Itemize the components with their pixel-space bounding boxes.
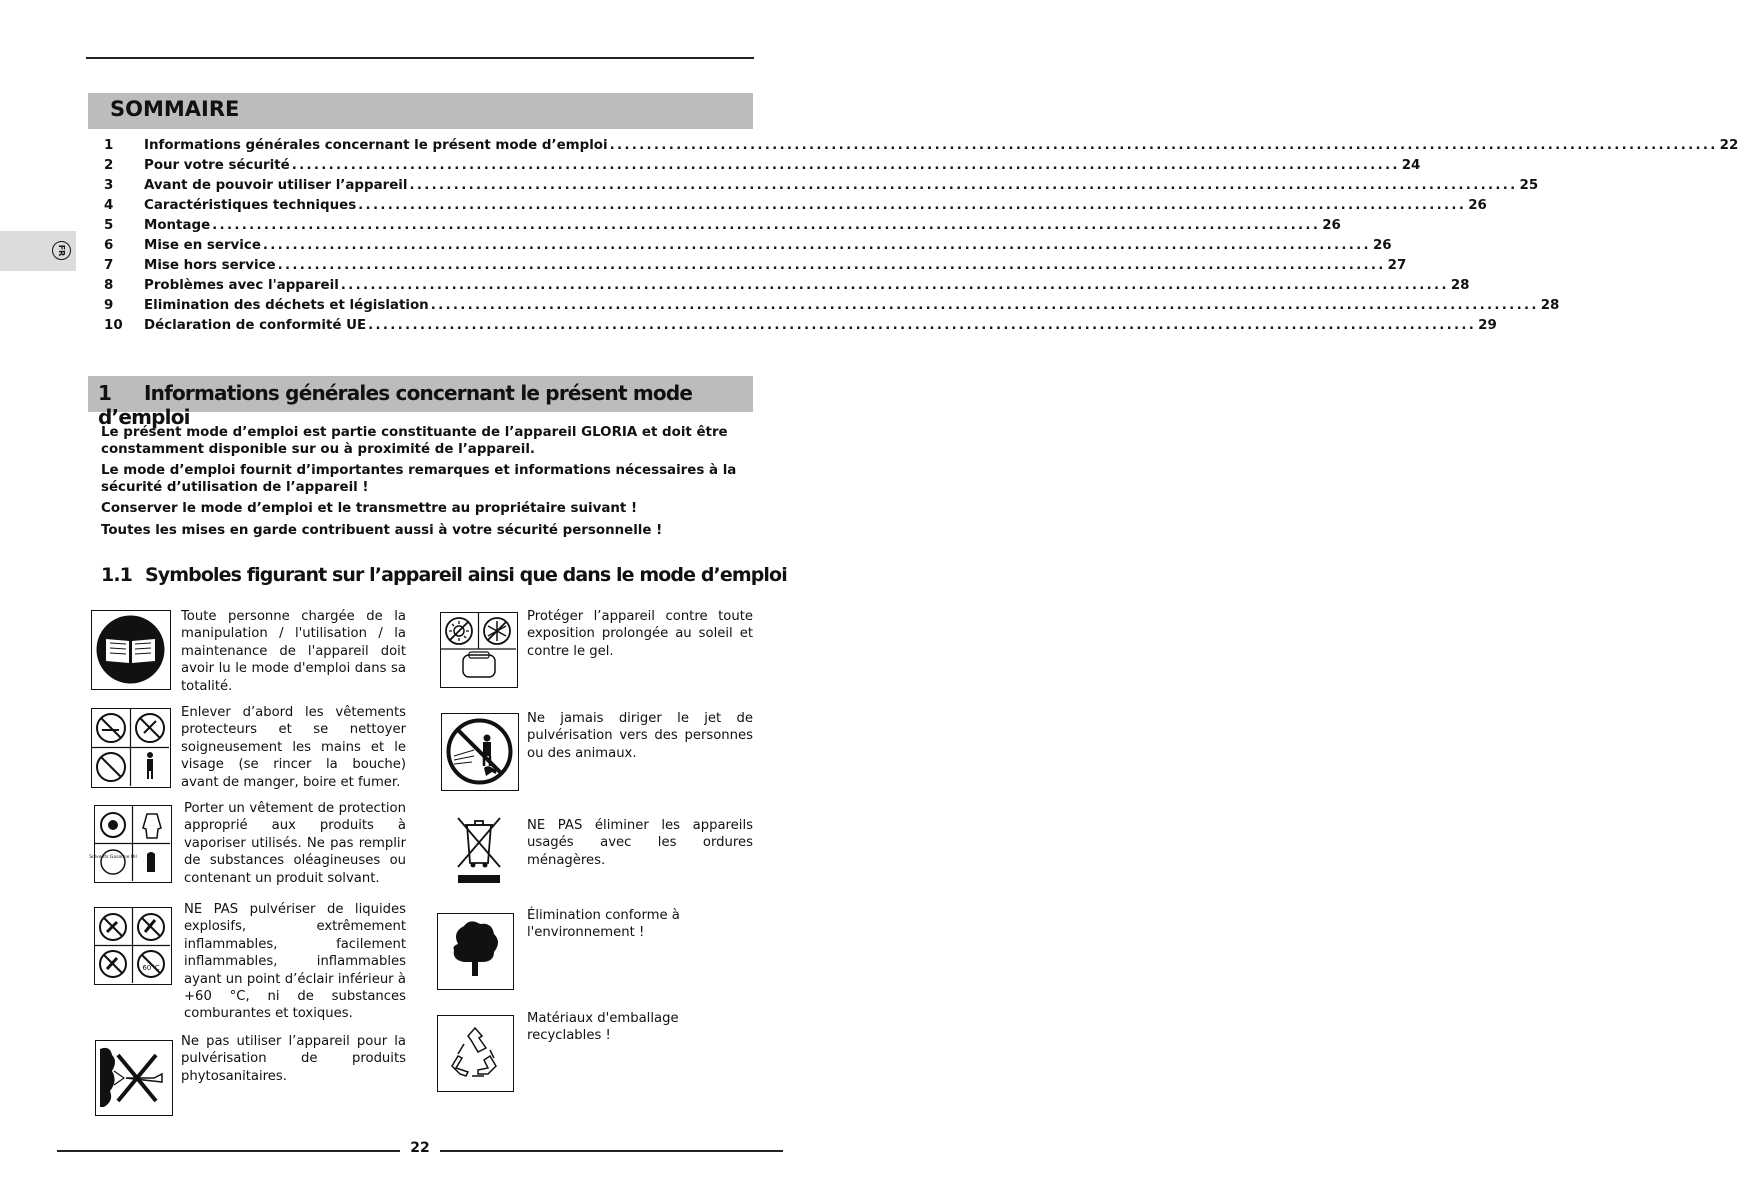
- section-1-1-heading: 1.1 Symboles figurant sur l’appareil ainsi que dans le mode d’emploi: [101, 564, 787, 586]
- hygiene-no-smoking-icon: [91, 708, 171, 788]
- temp-label: 60°C: [142, 964, 160, 972]
- section-1-body: [101, 425, 741, 544]
- intro-paragraph: Toutes les mises en garde contribuent aussi à votre sécurité personnelle !: [101, 522, 663, 538]
- no-spray-at-people-animals-icon: [441, 713, 519, 791]
- intro-paragraph: Conserver le mode d’emploi et le transmettre au propriétaire suivant !: [101, 501, 638, 516]
- read-manual-icon: [91, 610, 171, 690]
- tree-environment-icon: [437, 913, 514, 990]
- no-phytosanitary-icon: [95, 1040, 173, 1116]
- leader-dots: [409, 176, 1517, 196]
- leader-dots: [368, 316, 1476, 336]
- sun-frost-protection-icon: [440, 612, 518, 688]
- leader-dots: [292, 156, 1400, 176]
- toc-row[interactable]: 9 Elimination des déchets et législation ..... 28: [104, 296, 684, 316]
- no-flammable-liquids-icon: [94, 907, 172, 985]
- toc-row[interactable]: 6 Mise en service ..... 26: [104, 236, 684, 256]
- page-number: 22: [410, 1140, 430, 1156]
- toc-row[interactable]: 8 Problèmes avec l'appareil ..... 28: [104, 276, 684, 296]
- symbol-text: Enlever d’abord les vêtements protecteurs et se nettoyer soigneusement les mains et le visage (se rincer la bouche) avant de manger, boire et fumer.: [181, 705, 406, 790]
- leader-dots: [431, 296, 1539, 316]
- toc-row[interactable]: 7 Mise hors service ..... 27: [104, 256, 684, 276]
- toc-row[interactable]: 4 Caractéristiques techniques ..... 26: [104, 196, 684, 216]
- leader-dots: [358, 196, 1466, 216]
- toc-row[interactable]: 1 Informations générales concernant le présent mode d’emploi ..... 22: [104, 136, 684, 156]
- symbol-text: NE PAS pulvériser de liquides explosifs, extrêmement inflammables, facilement inflammables, inflammables ayant un point d’éclair inférieur à +60 °C, ni de substances comburantes et toxiques.: [184, 902, 406, 1022]
- toc-row[interactable]: 5 Montage ..... 26: [104, 216, 684, 236]
- toc-row[interactable]: 10 Déclaration de conformité UE ..... 29: [104, 316, 684, 336]
- symbol-text: Matériaux d'emballage recyclables !: [527, 1011, 679, 1044]
- crossed-bin-icon: [455, 815, 503, 885]
- symbol-text: Élimination conforme à l'environnement !: [527, 908, 680, 941]
- symbol-text: Toute personne chargée de la manipulation / l'utilisation / la maintenance de l'appareil doit avoir lu le mode d'emploi dans sa totalité.: [181, 609, 406, 694]
- section-1-heading: 1 Informations générales concernant le présent mode d’emploi: [88, 376, 753, 412]
- leader-dots: [278, 256, 1386, 276]
- footer-rule-left: [57, 1150, 400, 1152]
- intro-paragraph: Le présent mode d’emploi est partie constituante de l’appareil GLORIA et doit être constamment disponible sur ou à proximité de l’appareil.: [101, 425, 728, 457]
- leader-dots: [341, 276, 1449, 296]
- header-rule: [86, 57, 754, 59]
- footer-rule-right: [440, 1150, 783, 1152]
- leader-dots: [212, 216, 1320, 236]
- language-badge: FR: [52, 241, 71, 260]
- toc-row[interactable]: 3 Avant de pouvoir utiliser l’appareil ..... 25: [104, 176, 684, 196]
- toc-row[interactable]: 2 Pour votre sécurité ..... 24: [104, 156, 684, 176]
- symbol-text: Protéger l’appareil contre toute exposition prolongée au soleil et contre le gel.: [527, 609, 753, 659]
- table-of-contents: [104, 136, 1738, 336]
- protective-clothing-icon: [89, 805, 172, 883]
- symbol-text: Porter un vêtement de protection approprié aux produits à vaporiser utilisés. Ne pas remplir de substances oléagineuses ou contenant un produit solvant.: [184, 801, 406, 886]
- toc-title: SOMMAIRE: [88, 93, 753, 129]
- symbol-text: Ne jamais diriger le jet de pulvérisation vers des personnes ou des animaux.: [527, 711, 753, 761]
- intro-paragraph: Le mode d’emploi fournit d’importantes remarques et informations nécessaires à la sécurité d’utilisation de l’appareil !: [101, 463, 737, 495]
- leader-dots: [263, 236, 1371, 256]
- symbol-text: NE PAS éliminer les appareils usagés avec les ordures ménagères.: [527, 818, 753, 868]
- recycle-icon: [437, 1015, 514, 1092]
- leader-dots: [610, 136, 1718, 156]
- solvents-label: Solvents Gasoline Oil: [89, 855, 137, 860]
- symbol-text: Ne pas utiliser l’appareil pour la pulvérisation de produits phytosanitaires.: [181, 1034, 406, 1084]
